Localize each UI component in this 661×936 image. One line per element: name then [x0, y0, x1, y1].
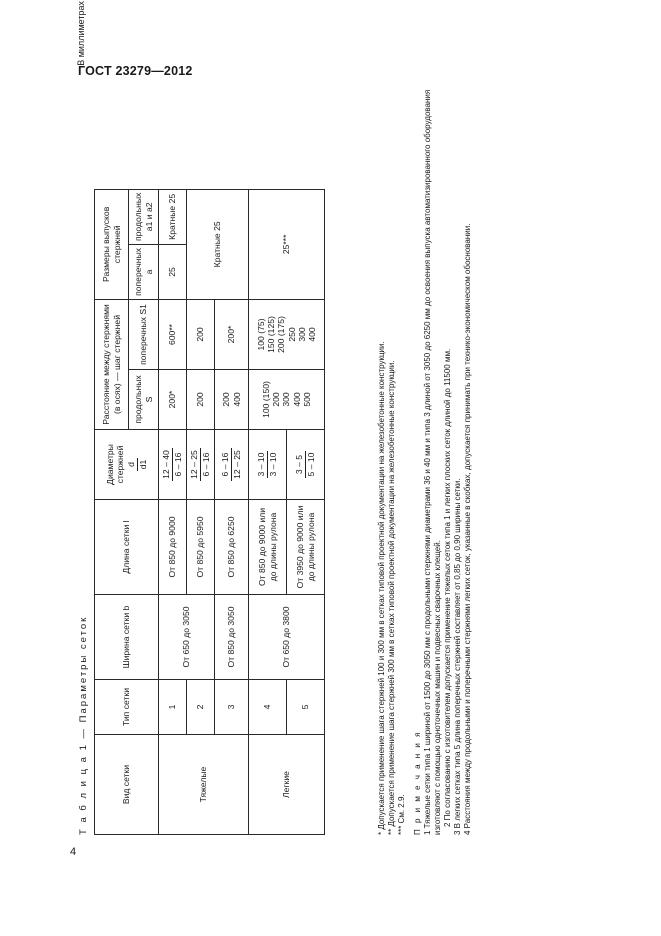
spacing-long-value: 100 (150) — [260, 381, 271, 418]
type-cell: 3 — [215, 680, 249, 735]
footnote: *** См. 2.9. — [397, 794, 406, 835]
header-outlet-group: Размеры выпусков стержней — [95, 189, 129, 299]
type-cell: 4 — [249, 680, 287, 735]
spacing-long-value: 200 — [271, 392, 282, 407]
outlet-shared-heavy: Кратные 25 — [187, 189, 249, 299]
spacing-long-cell — [215, 370, 249, 430]
spacing-long-cell: 200 — [187, 370, 215, 430]
length-cell: От 850 до 9000 — [159, 500, 187, 595]
length-cell: От 850 до 9000 или до длины рулона — [249, 500, 287, 595]
table-notes — [377, 75, 473, 835]
type-cell: 1 — [159, 680, 187, 735]
header-kind: Вид сетки — [95, 735, 159, 835]
document-id: ГОСТ 23279—2012 — [78, 64, 193, 78]
spacing-long-value: 300 — [281, 392, 292, 407]
rotated-page-content — [72, 0, 512, 845]
header-outlet-long: продольных a1 и a2 — [129, 189, 159, 244]
table-caption: Т а б л и ц а 1 — Параметры сеток — [78, 615, 89, 835]
diameter-den: 6 – 16 — [173, 452, 183, 477]
spacing-trans-value: 150 (125) — [265, 316, 276, 353]
spacing-long-value: 400 — [231, 392, 242, 407]
spacing-trans-light — [249, 300, 325, 370]
diameter-cell — [249, 430, 287, 500]
type-cell: 5 — [287, 680, 325, 735]
outlet-long-cell: Кратные 25 — [159, 189, 187, 244]
kind-light: Легкие — [249, 735, 325, 835]
note-item: 1 Тяжелые сетки типа 1 шириной от 1500 до 3050 мм с продольными стержнями диаметрами 36 и 40 мм и типа 3 длиной от 3050 до 6250 мм до освоения выпуска автоматизированного оборудования изготовляют с помощью одноточечных машин и подвесных сварочных клещей. — [423, 89, 442, 835]
spacing-trans-value: 400 — [307, 327, 318, 342]
diameter-den: 6 – 16 — [201, 452, 211, 477]
diameter-cell — [287, 430, 325, 500]
header-width: Ширина сетки b — [95, 595, 159, 680]
note-item: 3 В легких сетках типа 5 длина поперечных стержней составляет от 0,85 до 0,90 ширины сетки. — [453, 478, 462, 835]
spacing-long-value: 200 — [221, 392, 232, 407]
table-row — [159, 189, 187, 834]
spacing-long-value: 500 — [301, 392, 312, 407]
width-cell: От 650 до 3800 — [249, 595, 325, 680]
header-diameter-num: d — [126, 458, 138, 472]
mesh-parameters-table — [94, 189, 325, 835]
spacing-long-cell: 200* — [159, 370, 187, 430]
footnote: * Допускается применение шага стержней 100 и 300 мм в сетках типовой проектной документации на железобетонные конструкции. — [377, 341, 386, 835]
type-cell: 2 — [187, 680, 215, 735]
header-spacing-group: Расстояние между стержнями (в осях) — шаг стержней — [95, 300, 129, 430]
diameter-num: 12 – 40 — [161, 450, 172, 479]
length-cell: От 850 до 6250 — [215, 500, 249, 595]
spacing-trans-cell: 200* — [215, 300, 249, 370]
diameter-num: 12 – 25 — [189, 450, 200, 479]
page-number: 4 — [70, 846, 77, 858]
header-type: Тип сетки — [95, 680, 159, 735]
note-item: 2 По согласованию с изготовителем допускается применение тяжелых сеток типа 1 и легких плоских сеток длиной до 11500 мм. — [443, 348, 452, 827]
diameter-num: 6 – 16 — [220, 448, 232, 481]
header-diameter-den: d1 — [137, 459, 148, 470]
diameter-num: 3 – 10 — [256, 452, 267, 477]
diameter-cell — [215, 430, 249, 500]
length-cell: От 850 до 5950 — [187, 500, 215, 595]
spacing-trans-value: 250 — [286, 327, 297, 342]
header-outlet-trans: поперечных a — [129, 245, 159, 300]
header-diameter-label: Диаметры стержней — [104, 444, 126, 485]
width-cell: От 850 до 3050 — [215, 595, 249, 680]
length-cell: От 3950 до 9000 или до длины рулона — [287, 500, 325, 595]
header-spacing-trans: поперечных S1 — [129, 300, 159, 370]
note-item: 4 Расстояния между продольными и поперечными стержнями легких сеток, указанные в скобках, допускается принимать при технико-экономическом обосновании. — [463, 223, 472, 835]
diameter-den: 5 – 10 — [306, 452, 316, 477]
spacing-trans-value: 300 — [296, 327, 307, 342]
spacing-long-light — [249, 370, 325, 430]
header-diameter — [95, 430, 159, 500]
spacing-trans-cell: 200 — [187, 300, 215, 370]
diameter-cell — [159, 430, 187, 500]
spacing-trans-cell: 600** — [159, 300, 187, 370]
diameter-den: 3 – 10 — [268, 452, 278, 477]
header-spacing-long: продольных S — [129, 370, 159, 430]
diameter-cell — [187, 430, 215, 500]
spacing-trans-value: 200 (175) — [276, 316, 287, 353]
header-diameter-fraction — [126, 458, 148, 472]
header-length: Длина сетки l — [95, 500, 159, 595]
spacing-trans-value: 100 (75) — [255, 318, 266, 351]
kind-heavy: Тяжелые — [159, 735, 249, 835]
diameter-den: 12 – 25 — [232, 450, 242, 479]
outlet-trans-cell: 25 — [159, 245, 187, 300]
spacing-long-value: 400 — [291, 392, 302, 407]
diameter-num: 3 – 5 — [294, 451, 306, 479]
outlet-shared-light: 25*** — [249, 189, 325, 299]
table-row — [249, 189, 287, 834]
footnote: ** Допускается применение шага стержней 300 мм в сетках типовой проектной документации на железобетонные конструкции. — [387, 360, 396, 835]
notes-title: П р и м е ч а н и я — [413, 730, 422, 835]
table-units: В миллиметрах — [76, 1, 86, 66]
width-cell: От 650 до 3050 — [159, 595, 215, 680]
